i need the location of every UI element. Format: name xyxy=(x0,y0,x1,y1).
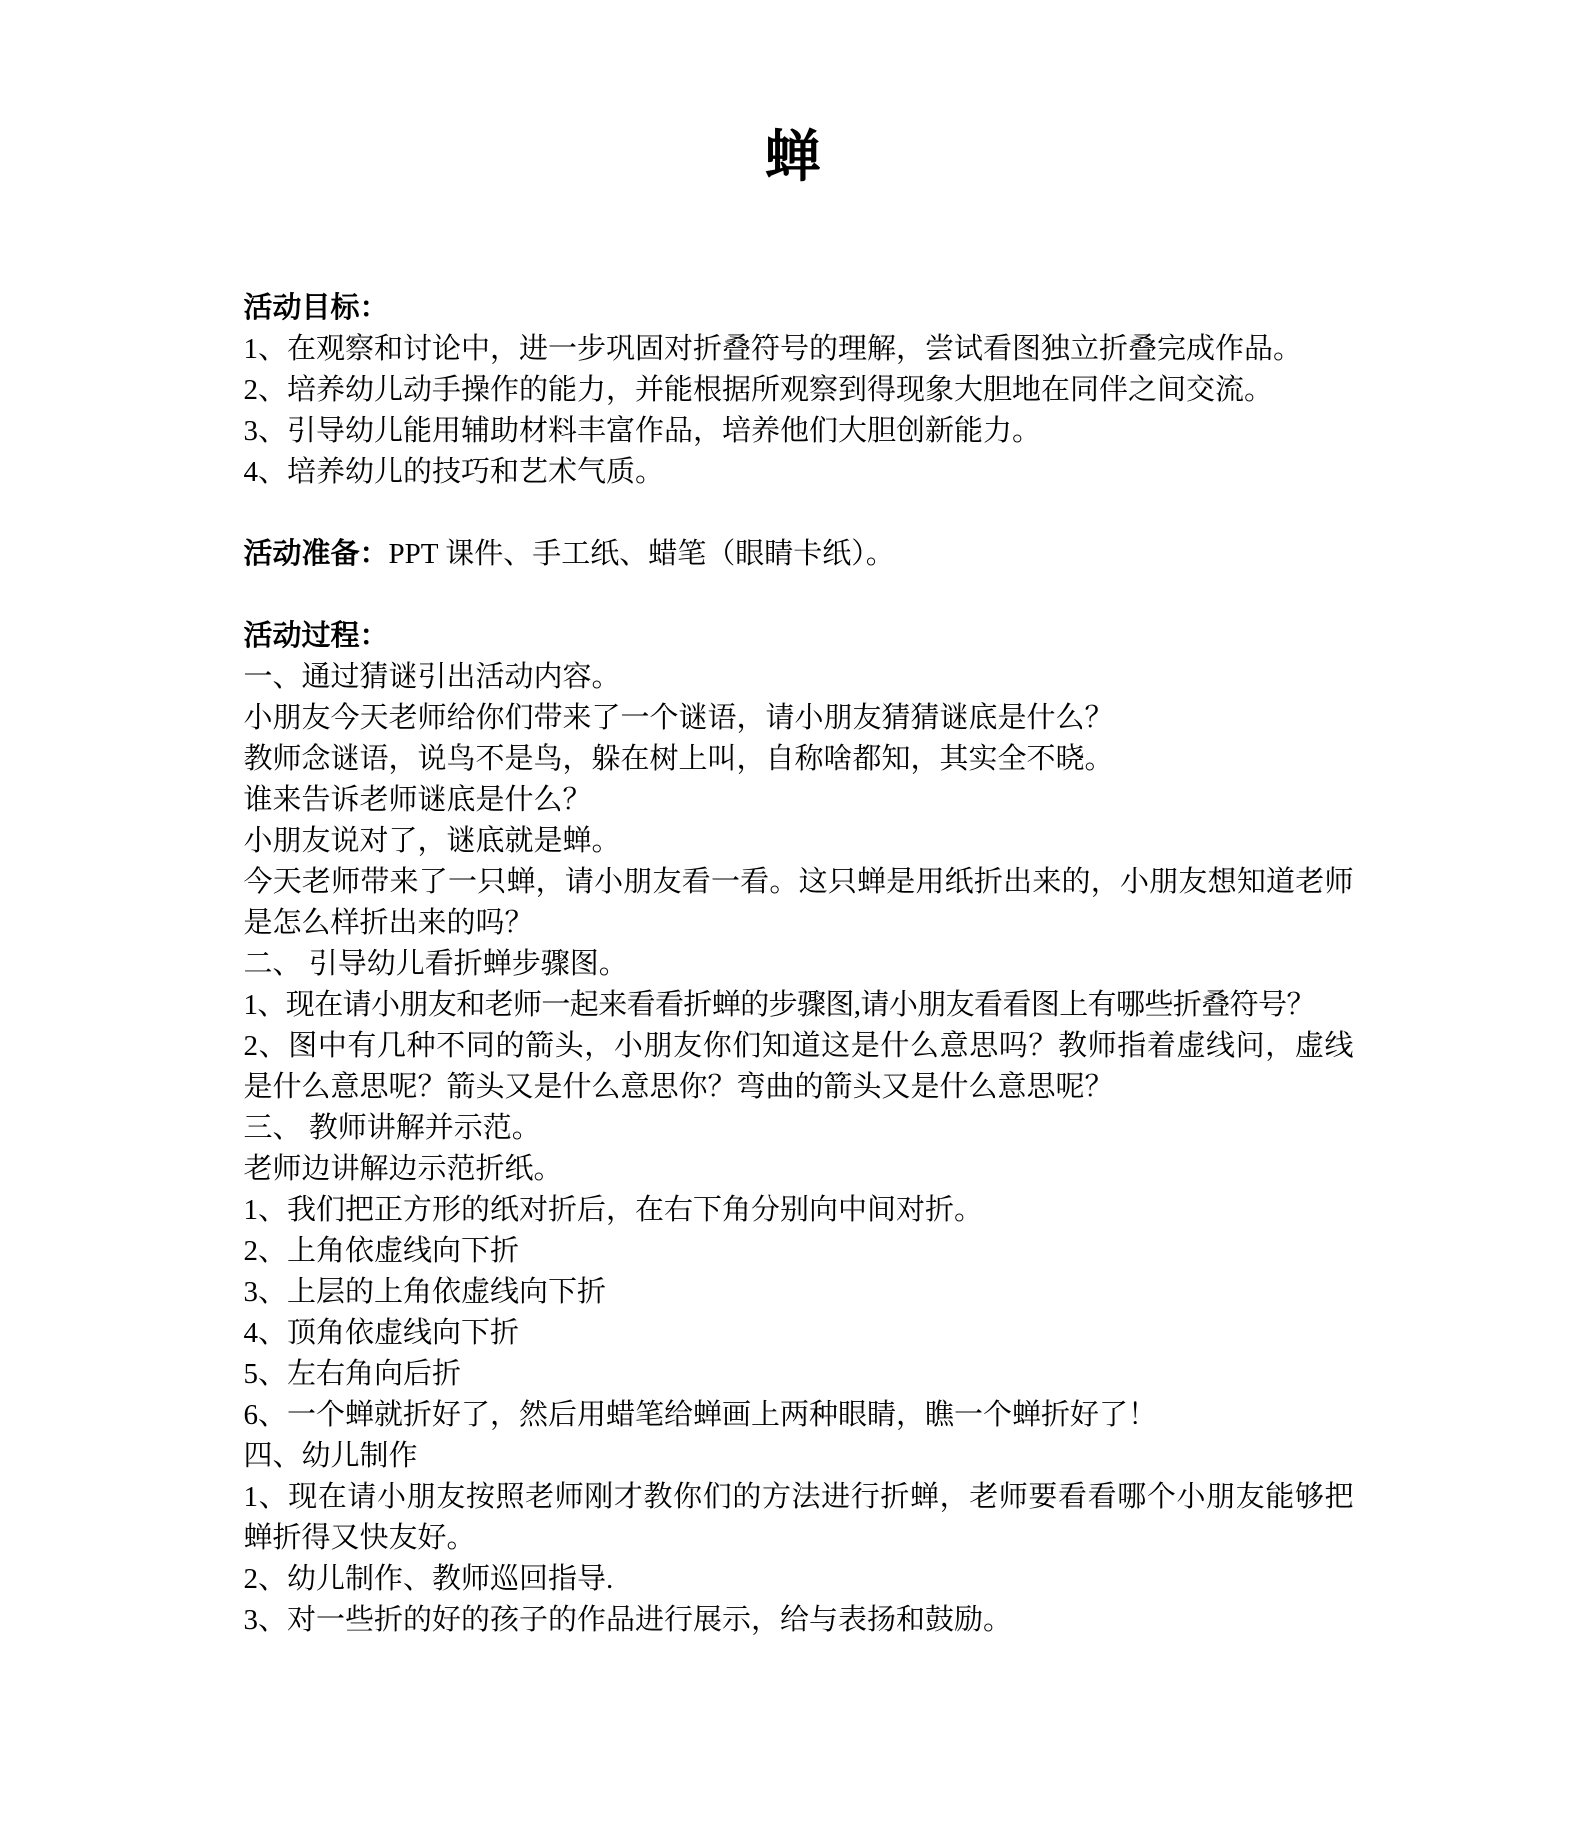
section-heading-preparation: 活动准备： xyxy=(243,537,389,570)
process-line: 谁来告诉老师谜底是什么？ xyxy=(243,783,592,816)
process-line: 5、左右角向后折 xyxy=(243,1357,462,1390)
process-line: 1、现在请小朋友按照老师刚才教你们的方法进行折蝉，老师要看看哪个小朋友能够把蝉折得又快友好。 xyxy=(243,1480,1354,1554)
section-gap xyxy=(244,493,1354,534)
page-title: 蝉 xyxy=(764,127,823,189)
section-preparation xyxy=(244,534,1354,575)
objective-line: 3、引导幼儿能用辅助材料丰富作品，培养他们大胆创新能力。 xyxy=(243,414,1042,447)
process-line: 2、幼儿制作、教师巡回指导. xyxy=(243,1562,614,1595)
process-line: 3、对一些折的好的孩子的作品进行展示，给与表扬和鼓励。 xyxy=(243,1603,1013,1636)
process-line: 小朋友今天老师给你们带来了一个谜语，请小朋友猜猜谜底是什么？ xyxy=(243,701,1114,734)
preparation-line xyxy=(244,534,1354,575)
process-line: 小朋友说对了，谜底就是蝉。 xyxy=(243,824,621,857)
section-gap xyxy=(244,575,1354,616)
objective-line: 4、培养幼儿的技巧和艺术气质。 xyxy=(243,455,665,488)
section-heading-objectives: 活动目标： xyxy=(243,291,389,324)
process-line: 1、现在请小朋友和老师一起来看看折蝉的步骤图,请小朋友看看图上有哪些折叠符号？ xyxy=(243,988,1315,1021)
process-line: 今天老师带来了一只蝉，请小朋友看一看。这只蝉是用纸折出来的，小朋友想知道老师是怎么样折出来的吗？ xyxy=(243,865,1354,939)
process-line: 老师边讲解边示范折纸。 xyxy=(243,1152,563,1185)
process-line: 3、上层的上角依虚线向下折 xyxy=(243,1275,607,1308)
process-line: 2、图中有几种不同的箭头，小朋友你们知道这是什么意思吗？教师指着虚线问，虚线是什么意思呢？箭头又是什么意思你？弯曲的箭头又是什么意思呢？ xyxy=(243,1029,1354,1103)
document-body xyxy=(234,288,1354,1641)
process-line: 4、顶角依虚线向下折 xyxy=(243,1316,520,1349)
process-line: 2、上角依虚线向下折 xyxy=(243,1234,520,1267)
process-line: 二、 引导幼儿看折蝉步骤图。 xyxy=(243,947,628,980)
preparation-materials: PPT 课件、手工纸、蜡笔（眼睛卡纸）。 xyxy=(388,537,895,570)
objective-line: 2、培养幼儿动手操作的能力，并能根据所观察到得现象大胆地在同伴之间交流。 xyxy=(243,373,1274,406)
objective-line: 1、在观察和讨论中，进一步巩固对折叠符号的理解，尝试看图独立折叠完成作品。 xyxy=(243,332,1303,365)
process-line: 1、我们把正方形的纸对折后，在右下角分别向中间对折。 xyxy=(243,1193,984,1226)
section-objectives xyxy=(244,288,1354,493)
process-line: 一、通过猜谜引出活动内容。 xyxy=(243,660,621,693)
section-process xyxy=(244,616,1354,1641)
process-line: 6、一个蝉就折好了，然后用蜡笔给蝉画上两种眼睛，瞧一个蝉折好了！ xyxy=(243,1398,1158,1431)
process-line: 四、幼儿制作 xyxy=(243,1439,418,1472)
process-line: 教师念谜语，说鸟不是鸟，躲在树上叫，自称啥都知，其实全不晓。 xyxy=(243,742,1114,775)
section-heading-process: 活动过程： xyxy=(243,619,389,652)
title-spacer xyxy=(0,190,1587,288)
process-line: 三、 教师讲解并示范。 xyxy=(243,1111,541,1144)
